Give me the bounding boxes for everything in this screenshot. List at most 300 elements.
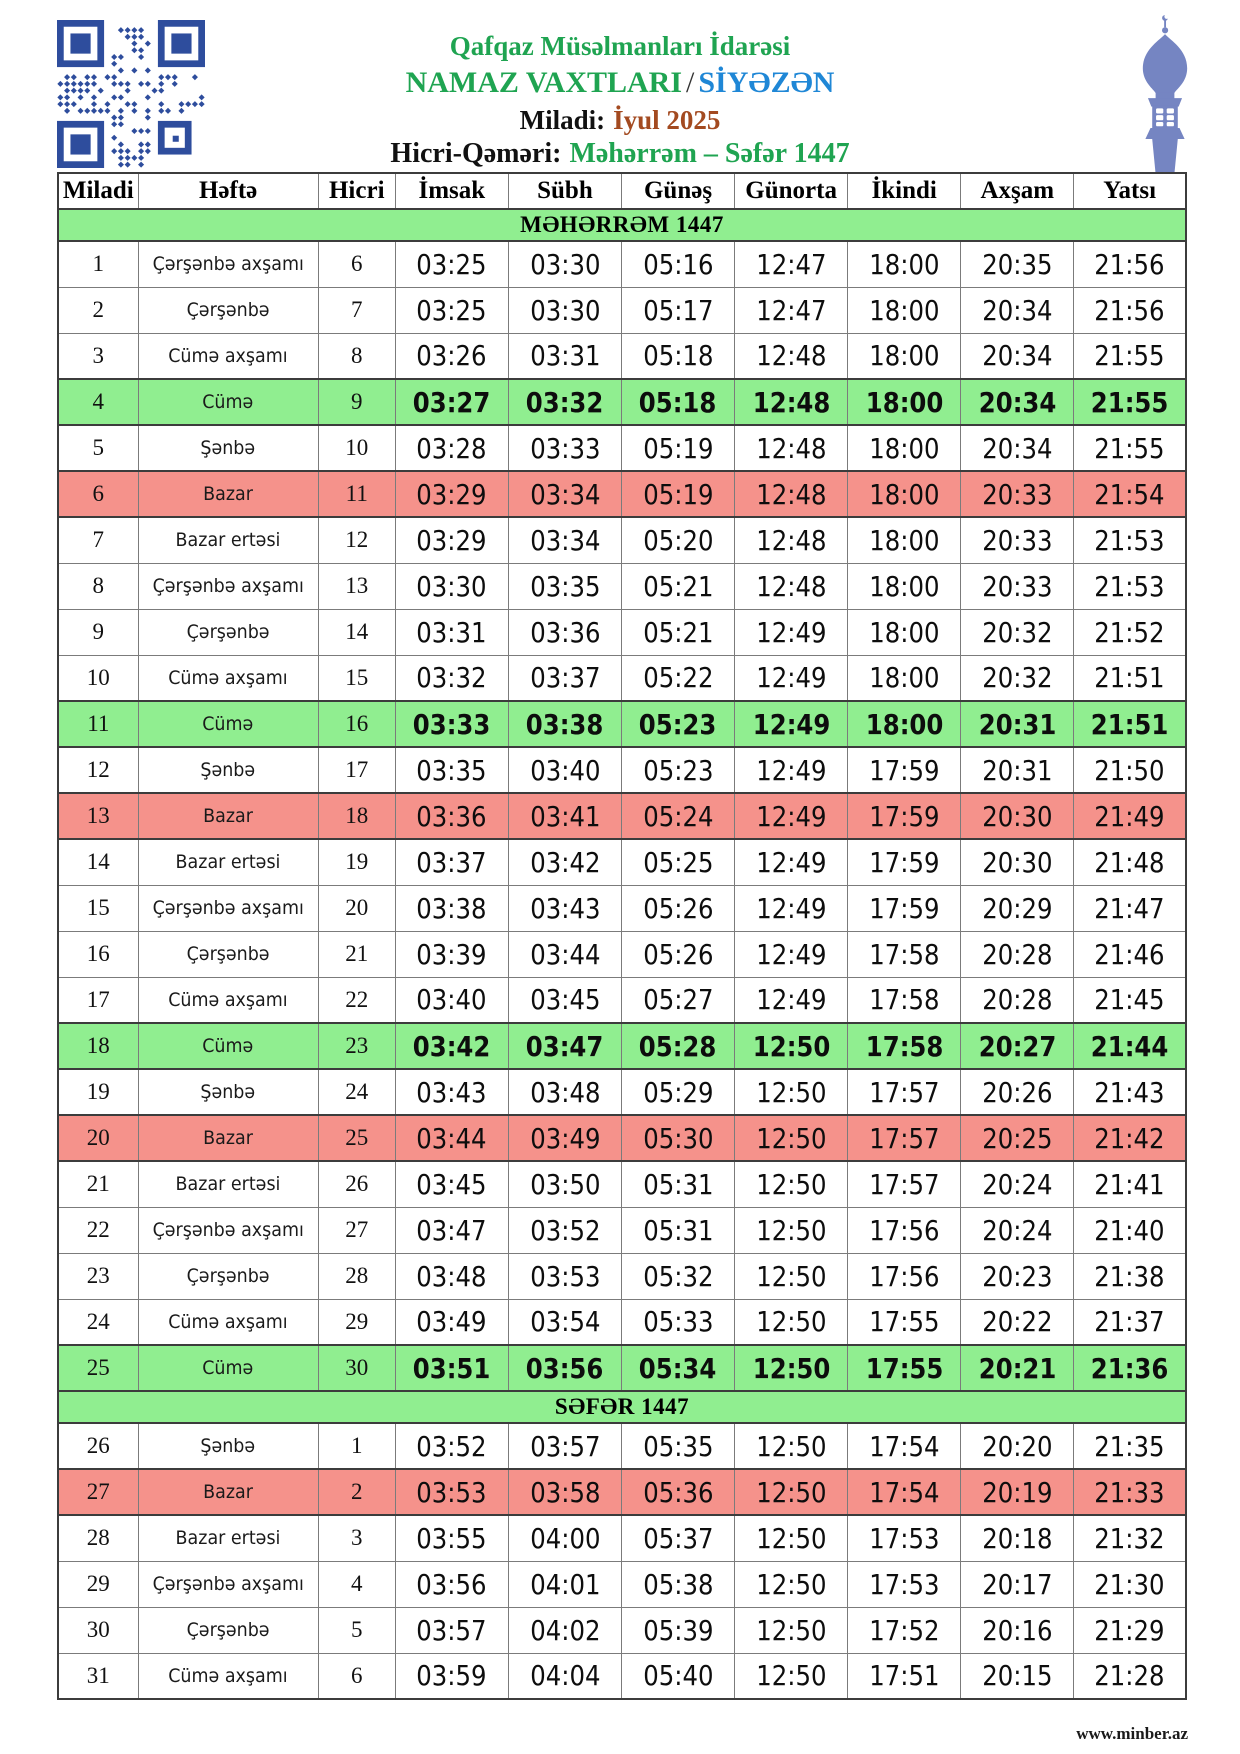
- time-cell-i̇msak: 03:51: [395, 1345, 508, 1391]
- hicri-day-cell: 19: [318, 839, 395, 885]
- miladi-day-cell: 4: [58, 379, 138, 425]
- time-cell-günorta: 12:50: [735, 1023, 848, 1069]
- hicri-day-cell: 17: [318, 747, 395, 793]
- time-cell-günorta: 12:50: [735, 1299, 848, 1345]
- time-cell-yatsı: 21:32: [1074, 1515, 1186, 1561]
- miladi-day-cell: 25: [58, 1345, 138, 1391]
- time-cell-günəş: 05:40: [621, 1653, 734, 1699]
- time-cell-yatsı: 21:52: [1074, 609, 1186, 655]
- column-header-5: Sübh: [508, 173, 621, 209]
- weekday-cell: Cümə: [138, 379, 318, 425]
- table-row: [58, 1469, 1186, 1515]
- time-cell-axşam: 20:24: [961, 1207, 1074, 1253]
- time-cell-günorta: 12:50: [735, 1515, 848, 1561]
- time-cell-günorta: 12:49: [735, 793, 848, 839]
- table-row: [58, 1207, 1186, 1253]
- time-cell-sübh: 03:43: [508, 885, 621, 931]
- time-cell-günorta: 12:48: [735, 379, 848, 425]
- time-cell-sübh: 03:56: [508, 1345, 621, 1391]
- time-cell-axşam: 20:19: [961, 1469, 1074, 1515]
- weekday-cell: Bazar: [138, 1115, 318, 1161]
- table-row: [58, 977, 1186, 1023]
- time-cell-günorta: 12:50: [735, 1653, 848, 1699]
- time-cell-yatsı: 21:33: [1074, 1469, 1186, 1515]
- time-cell-i̇msak: 03:56: [395, 1561, 508, 1607]
- time-cell-i̇msak: 03:38: [395, 885, 508, 931]
- time-cell-günorta: 12:47: [735, 241, 848, 287]
- table-row: [58, 333, 1186, 379]
- time-cell-sübh: 04:00: [508, 1515, 621, 1561]
- miladi-day-cell: 26: [58, 1423, 138, 1469]
- weekday-cell: Çərşənbə: [138, 1253, 318, 1299]
- time-cell-sübh: 04:01: [508, 1561, 621, 1607]
- time-cell-axşam: 20:25: [961, 1115, 1074, 1161]
- time-cell-günəş: 05:28: [621, 1023, 734, 1069]
- time-cell-günəş: 05:35: [621, 1423, 734, 1469]
- qr-code: [57, 18, 205, 170]
- weekday-cell: Cümə axşamı: [138, 333, 318, 379]
- weekday-cell: Çərşənbə axşamı: [138, 885, 318, 931]
- miladi-day-cell: 3: [58, 333, 138, 379]
- time-cell-günəş: 05:24: [621, 793, 734, 839]
- time-cell-i̇msak: 03:25: [395, 241, 508, 287]
- time-cell-i̇kindi: 17:59: [848, 747, 961, 793]
- time-cell-i̇msak: 03:26: [395, 333, 508, 379]
- miladi-day-cell: 23: [58, 1253, 138, 1299]
- time-cell-günorta: 12:48: [735, 471, 848, 517]
- table-row: [58, 517, 1186, 563]
- time-cell-günəş: 05:21: [621, 609, 734, 655]
- time-cell-i̇msak: 03:45: [395, 1161, 508, 1207]
- time-cell-i̇msak: 03:32: [395, 655, 508, 701]
- hicri-day-cell: 24: [318, 1069, 395, 1115]
- title-separator: /: [686, 65, 695, 99]
- time-cell-sübh: 03:37: [508, 655, 621, 701]
- weekday-cell: Çərşənbə: [138, 609, 318, 655]
- miladi-value: İyul 2025: [613, 104, 721, 135]
- time-cell-günorta: 12:49: [735, 609, 848, 655]
- website-url: www.minber.az: [1076, 1724, 1188, 1743]
- hicri-day-cell: 23: [318, 1023, 395, 1069]
- table-header-row: [58, 173, 1186, 209]
- time-cell-i̇kindi: 18:00: [848, 333, 961, 379]
- time-cell-i̇msak: 03:55: [395, 1515, 508, 1561]
- title-main: NAMAZ VAXTLARI: [405, 65, 683, 99]
- weekday-cell: Çərşənbə: [138, 1607, 318, 1653]
- table-row: [58, 1653, 1186, 1699]
- time-cell-axşam: 20:26: [961, 1069, 1074, 1115]
- time-cell-günəş: 05:21: [621, 563, 734, 609]
- weekday-cell: Çərşənbə axşamı: [138, 1561, 318, 1607]
- time-cell-günorta: 12:50: [735, 1469, 848, 1515]
- time-cell-i̇kindi: 17:51: [848, 1653, 961, 1699]
- section-header-row: [58, 1391, 1186, 1423]
- time-cell-axşam: 20:30: [961, 839, 1074, 885]
- time-cell-günorta: 12:49: [735, 977, 848, 1023]
- time-cell-günorta: 12:49: [735, 747, 848, 793]
- weekday-cell: Cümə: [138, 1023, 318, 1069]
- time-cell-i̇msak: 03:35: [395, 747, 508, 793]
- hicri-day-cell: 4: [318, 1561, 395, 1607]
- miladi-day-cell: 21: [58, 1161, 138, 1207]
- time-cell-axşam: 20:34: [961, 425, 1074, 471]
- miladi-day-cell: 1: [58, 241, 138, 287]
- time-cell-axşam: 20:29: [961, 885, 1074, 931]
- time-cell-i̇msak: 03:30: [395, 563, 508, 609]
- time-cell-günəş: 05:29: [621, 1069, 734, 1115]
- time-cell-sübh: 03:57: [508, 1423, 621, 1469]
- time-cell-i̇msak: 03:53: [395, 1469, 508, 1515]
- time-cell-i̇kindi: 17:56: [848, 1207, 961, 1253]
- time-cell-i̇msak: 03:29: [395, 517, 508, 563]
- time-cell-yatsı: 21:51: [1074, 701, 1186, 747]
- table-row: [58, 379, 1186, 425]
- time-cell-yatsı: 21:48: [1074, 839, 1186, 885]
- table-row: [58, 241, 1186, 287]
- time-cell-axşam: 20:20: [961, 1423, 1074, 1469]
- table-row: [58, 1515, 1186, 1561]
- time-cell-i̇kindi: 17:57: [848, 1115, 961, 1161]
- table-row: [58, 1161, 1186, 1207]
- time-cell-axşam: 20:35: [961, 241, 1074, 287]
- time-cell-i̇kindi: 17:58: [848, 931, 961, 977]
- weekday-cell: Bazar ertəsi: [138, 1515, 318, 1561]
- time-cell-yatsı: 21:42: [1074, 1115, 1186, 1161]
- section-title: MƏHƏRRƏM 1447: [58, 209, 1186, 241]
- weekday-cell: Cümə: [138, 701, 318, 747]
- time-cell-yatsı: 21:56: [1074, 287, 1186, 333]
- time-cell-axşam: 20:28: [961, 931, 1074, 977]
- time-cell-sübh: 03:30: [508, 241, 621, 287]
- weekday-cell: Şənbə: [138, 425, 318, 471]
- time-cell-günorta: 12:50: [735, 1423, 848, 1469]
- time-cell-i̇msak: 03:29: [395, 471, 508, 517]
- weekday-cell: Bazar: [138, 1469, 318, 1515]
- page-header: [220, 30, 1020, 172]
- time-cell-i̇msak: 03:59: [395, 1653, 508, 1699]
- time-cell-i̇kindi: 18:00: [848, 517, 961, 563]
- table-row: [58, 655, 1186, 701]
- time-cell-axşam: 20:17: [961, 1561, 1074, 1607]
- hicri-day-cell: 2: [318, 1469, 395, 1515]
- table-row: [58, 287, 1186, 333]
- time-cell-günorta: 12:50: [735, 1607, 848, 1653]
- time-cell-i̇msak: 03:31: [395, 609, 508, 655]
- time-cell-yatsı: 21:38: [1074, 1253, 1186, 1299]
- time-cell-i̇msak: 03:49: [395, 1299, 508, 1345]
- weekday-cell: Çərşənbə axşamı: [138, 1207, 318, 1253]
- time-cell-günəş: 05:31: [621, 1207, 734, 1253]
- time-cell-i̇kindi: 17:59: [848, 839, 961, 885]
- hicri-day-cell: 3: [318, 1515, 395, 1561]
- miladi-day-cell: 9: [58, 609, 138, 655]
- hicri-day-cell: 13: [318, 563, 395, 609]
- table-row: [58, 1423, 1186, 1469]
- time-cell-günorta: 12:50: [735, 1207, 848, 1253]
- table-row: [58, 563, 1186, 609]
- miladi-day-cell: 27: [58, 1469, 138, 1515]
- time-cell-sübh: 03:53: [508, 1253, 621, 1299]
- time-cell-i̇kindi: 17:54: [848, 1469, 961, 1515]
- time-cell-sübh: 03:40: [508, 747, 621, 793]
- time-cell-axşam: 20:31: [961, 701, 1074, 747]
- time-cell-sübh: 03:52: [508, 1207, 621, 1253]
- time-cell-axşam: 20:28: [961, 977, 1074, 1023]
- time-cell-axşam: 20:16: [961, 1607, 1074, 1653]
- time-cell-yatsı: 21:37: [1074, 1299, 1186, 1345]
- column-header-3: Hicri: [318, 173, 395, 209]
- miladi-day-cell: 30: [58, 1607, 138, 1653]
- time-cell-yatsı: 21:35: [1074, 1423, 1186, 1469]
- time-cell-i̇msak: 03:25: [395, 287, 508, 333]
- hicri-day-cell: 1: [318, 1423, 395, 1469]
- column-header-8: İkindi: [848, 173, 961, 209]
- miladi-day-cell: 18: [58, 1023, 138, 1069]
- time-cell-i̇kindi: 17:52: [848, 1607, 961, 1653]
- time-cell-sübh: 03:54: [508, 1299, 621, 1345]
- weekday-cell: Çərşənbə axşamı: [138, 241, 318, 287]
- hicri-day-cell: 22: [318, 977, 395, 1023]
- hicri-day-cell: 6: [318, 1653, 395, 1699]
- hicri-day-cell: 20: [318, 885, 395, 931]
- hicri-day-cell: 8: [318, 333, 395, 379]
- table-row: [58, 1115, 1186, 1161]
- hicri-day-cell: 29: [318, 1299, 395, 1345]
- miladi-day-cell: 31: [58, 1653, 138, 1699]
- time-cell-yatsı: 21:44: [1074, 1023, 1186, 1069]
- time-cell-i̇kindi: 17:59: [848, 793, 961, 839]
- time-cell-sübh: 03:41: [508, 793, 621, 839]
- miladi-day-cell: 24: [58, 1299, 138, 1345]
- time-cell-yatsı: 21:51: [1074, 655, 1186, 701]
- miladi-line: [220, 104, 1020, 137]
- table-row: [58, 701, 1186, 747]
- time-cell-i̇msak: 03:33: [395, 701, 508, 747]
- hicri-day-cell: 25: [318, 1115, 395, 1161]
- hicri-day-cell: 26: [318, 1161, 395, 1207]
- table-row: [58, 1345, 1186, 1391]
- time-cell-yatsı: 21:40: [1074, 1207, 1186, 1253]
- time-cell-sübh: 03:50: [508, 1161, 621, 1207]
- hicri-label: Hicri-Qəməri:: [390, 138, 562, 170]
- hicri-day-cell: 6: [318, 241, 395, 287]
- hicri-day-cell: 28: [318, 1253, 395, 1299]
- time-cell-i̇msak: 03:28: [395, 425, 508, 471]
- city-name: SİYƏZƏN: [698, 65, 835, 99]
- table-row: [58, 931, 1186, 977]
- time-cell-günəş: 05:26: [621, 885, 734, 931]
- time-cell-yatsı: 21:29: [1074, 1607, 1186, 1653]
- miladi-day-cell: 28: [58, 1515, 138, 1561]
- time-cell-günəş: 05:23: [621, 701, 734, 747]
- time-cell-günəş: 05:38: [621, 1561, 734, 1607]
- time-cell-axşam: 20:22: [961, 1299, 1074, 1345]
- time-cell-sübh: 03:33: [508, 425, 621, 471]
- time-cell-günəş: 05:30: [621, 1115, 734, 1161]
- time-cell-günəş: 05:37: [621, 1515, 734, 1561]
- time-cell-i̇msak: 03:52: [395, 1423, 508, 1469]
- time-cell-sübh: 03:58: [508, 1469, 621, 1515]
- weekday-cell: Cümə: [138, 1345, 318, 1391]
- weekday-cell: Cümə axşamı: [138, 1299, 318, 1345]
- time-cell-yatsı: 21:53: [1074, 517, 1186, 563]
- time-cell-yatsı: 21:55: [1074, 333, 1186, 379]
- time-cell-axşam: 20:33: [961, 517, 1074, 563]
- miladi-day-cell: 14: [58, 839, 138, 885]
- time-cell-axşam: 20:33: [961, 563, 1074, 609]
- time-cell-i̇kindi: 17:55: [848, 1345, 961, 1391]
- time-cell-yatsı: 21:55: [1074, 379, 1186, 425]
- time-cell-i̇kindi: 18:00: [848, 287, 961, 333]
- miladi-day-cell: 15: [58, 885, 138, 931]
- time-cell-axşam: 20:33: [961, 471, 1074, 517]
- time-cell-günorta: 12:48: [735, 563, 848, 609]
- time-cell-günorta: 12:49: [735, 839, 848, 885]
- column-header-6: Günəş: [621, 173, 734, 209]
- time-cell-yatsı: 21:55: [1074, 425, 1186, 471]
- table-row: [58, 839, 1186, 885]
- time-cell-sübh: 03:31: [508, 333, 621, 379]
- time-cell-yatsı: 21:46: [1074, 931, 1186, 977]
- time-cell-günəş: 05:32: [621, 1253, 734, 1299]
- time-cell-i̇kindi: 18:00: [848, 471, 961, 517]
- time-cell-günorta: 12:48: [735, 333, 848, 379]
- time-cell-axşam: 20:32: [961, 655, 1074, 701]
- weekday-cell: Bazar ertəsi: [138, 1161, 318, 1207]
- time-cell-sübh: 03:32: [508, 379, 621, 425]
- time-cell-günorta: 12:50: [735, 1115, 848, 1161]
- table-row: [58, 471, 1186, 517]
- time-cell-i̇msak: 03:47: [395, 1207, 508, 1253]
- time-cell-yatsı: 21:53: [1074, 563, 1186, 609]
- weekday-cell: Bazar: [138, 793, 318, 839]
- time-cell-günorta: 12:50: [735, 1561, 848, 1607]
- miladi-day-cell: 11: [58, 701, 138, 747]
- table-row: [58, 1299, 1186, 1345]
- weekday-cell: Çərşənbə: [138, 287, 318, 333]
- weekday-cell: Bazar: [138, 471, 318, 517]
- time-cell-yatsı: 21:43: [1074, 1069, 1186, 1115]
- hicri-day-cell: 10: [318, 425, 395, 471]
- hicri-value: Məhərrəm – Səfər 1447: [569, 138, 850, 170]
- document-title: [220, 65, 1020, 102]
- miladi-day-cell: 5: [58, 425, 138, 471]
- time-cell-günorta: 12:50: [735, 1253, 848, 1299]
- time-cell-i̇kindi: 17:58: [848, 1023, 961, 1069]
- organization-title: Qafqaz Müsəlmanları İdarəsi: [449, 31, 791, 61]
- time-cell-günəş: 05:18: [621, 379, 734, 425]
- time-cell-i̇msak: 03:48: [395, 1253, 508, 1299]
- column-header-9: Axşam: [961, 173, 1074, 209]
- hicri-day-cell: 16: [318, 701, 395, 747]
- column-header-10: Yatsı: [1074, 173, 1186, 209]
- time-cell-yatsı: 21:49: [1074, 793, 1186, 839]
- time-cell-yatsı: 21:45: [1074, 977, 1186, 1023]
- hicri-day-cell: 30: [318, 1345, 395, 1391]
- time-cell-yatsı: 21:56: [1074, 241, 1186, 287]
- hicri-day-cell: 12: [318, 517, 395, 563]
- time-cell-günorta: 12:48: [735, 425, 848, 471]
- time-cell-günəş: 05:19: [621, 471, 734, 517]
- table-row: [58, 1607, 1186, 1653]
- table-row: [58, 609, 1186, 655]
- time-cell-i̇kindi: 17:57: [848, 1161, 961, 1207]
- miladi-day-cell: 12: [58, 747, 138, 793]
- section-header-row: [58, 209, 1186, 241]
- time-cell-axşam: 20:18: [961, 1515, 1074, 1561]
- hicri-day-cell: 11: [318, 471, 395, 517]
- time-cell-günorta: 12:49: [735, 701, 848, 747]
- time-cell-günəş: 05:36: [621, 1469, 734, 1515]
- time-cell-i̇kindi: 18:00: [848, 609, 961, 655]
- time-cell-günəş: 05:27: [621, 977, 734, 1023]
- time-cell-sübh: 03:34: [508, 517, 621, 563]
- time-cell-axşam: 20:34: [961, 379, 1074, 425]
- miladi-day-cell: 10: [58, 655, 138, 701]
- time-cell-axşam: 20:23: [961, 1253, 1074, 1299]
- time-cell-günəş: 05:25: [621, 839, 734, 885]
- weekday-cell: Cümə axşamı: [138, 977, 318, 1023]
- time-cell-sübh: 03:48: [508, 1069, 621, 1115]
- time-cell-günəş: 05:26: [621, 931, 734, 977]
- time-cell-yatsı: 21:36: [1074, 1345, 1186, 1391]
- time-cell-günorta: 12:50: [735, 1069, 848, 1115]
- miladi-day-cell: 13: [58, 793, 138, 839]
- miladi-label: Miladi:: [519, 104, 606, 135]
- hicri-day-cell: 27: [318, 1207, 395, 1253]
- time-cell-i̇msak: 03:40: [395, 977, 508, 1023]
- time-cell-axşam: 20:34: [961, 333, 1074, 379]
- miladi-day-cell: 6: [58, 471, 138, 517]
- time-cell-günəş: 05:19: [621, 425, 734, 471]
- time-cell-günorta: 12:50: [735, 1161, 848, 1207]
- time-cell-sübh: 03:49: [508, 1115, 621, 1161]
- time-cell-günorta: 12:47: [735, 287, 848, 333]
- miladi-day-cell: 7: [58, 517, 138, 563]
- hicri-day-cell: 21: [318, 931, 395, 977]
- time-cell-i̇kindi: 18:00: [848, 701, 961, 747]
- time-cell-günəş: 05:20: [621, 517, 734, 563]
- time-cell-i̇msak: 03:57: [395, 1607, 508, 1653]
- time-cell-günəş: 05:16: [621, 241, 734, 287]
- miladi-day-cell: 17: [58, 977, 138, 1023]
- time-cell-yatsı: 21:30: [1074, 1561, 1186, 1607]
- time-cell-günəş: 05:31: [621, 1161, 734, 1207]
- time-cell-i̇kindi: 18:00: [848, 379, 961, 425]
- hicri-day-cell: 14: [318, 609, 395, 655]
- time-cell-axşam: 20:24: [961, 1161, 1074, 1207]
- hicri-day-cell: 9: [318, 379, 395, 425]
- table-row: [58, 793, 1186, 839]
- time-cell-günəş: 05:34: [621, 1345, 734, 1391]
- table-row: [58, 1561, 1186, 1607]
- time-cell-sübh: 03:30: [508, 287, 621, 333]
- time-cell-i̇msak: 03:39: [395, 931, 508, 977]
- weekday-cell: Şənbə: [138, 747, 318, 793]
- table-row: [58, 747, 1186, 793]
- time-cell-günəş: 05:22: [621, 655, 734, 701]
- weekday-cell: Cümə axşamı: [138, 655, 318, 701]
- prayer-times-table: [57, 172, 1187, 1700]
- time-cell-günorta: 12:49: [735, 655, 848, 701]
- time-cell-i̇msak: 03:36: [395, 793, 508, 839]
- time-cell-sübh: 03:42: [508, 839, 621, 885]
- time-cell-axşam: 20:32: [961, 609, 1074, 655]
- time-cell-günorta: 12:50: [735, 1345, 848, 1391]
- time-cell-sübh: 03:44: [508, 931, 621, 977]
- hicri-day-cell: 7: [318, 287, 395, 333]
- column-header-7: Günorta: [735, 173, 848, 209]
